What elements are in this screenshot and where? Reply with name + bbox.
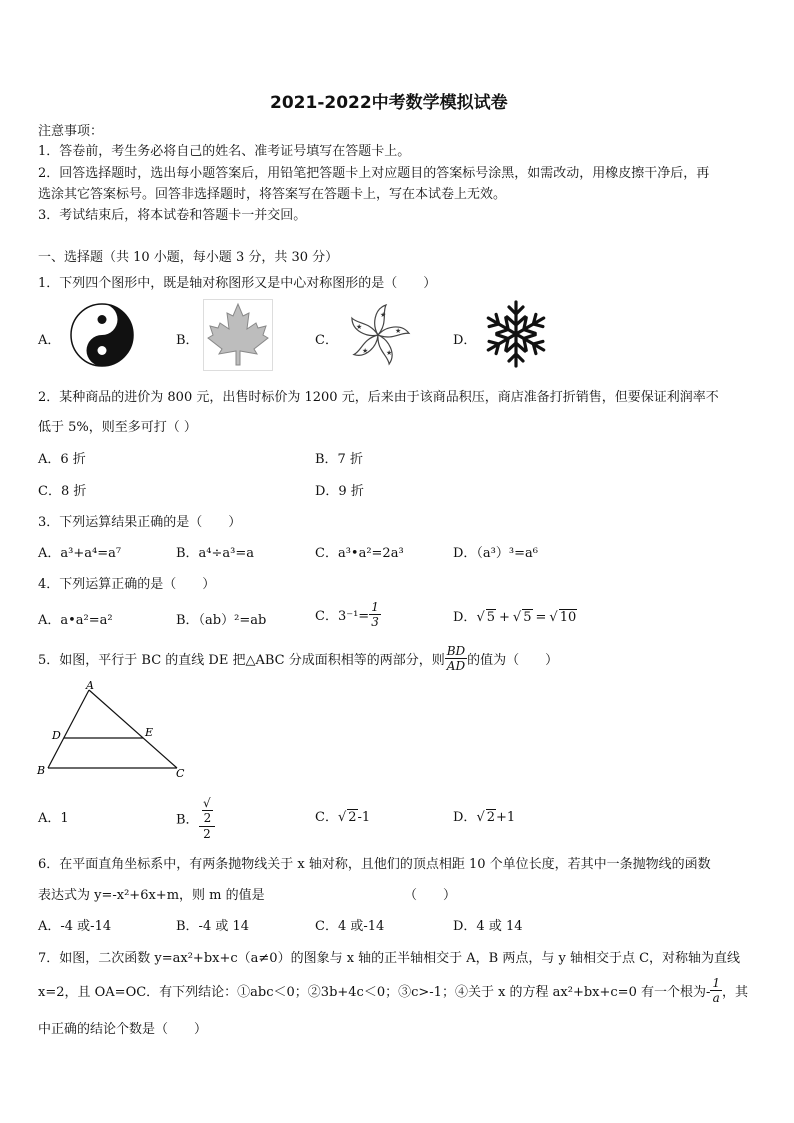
- q5-stem: [38, 644, 558, 673]
- svg-text:★: ★: [386, 349, 393, 357]
- q1-label-a: A．: [38, 333, 61, 348]
- q3-option-c: C．a³•a²=2a³: [315, 546, 404, 561]
- yin-yang-icon: [65, 300, 139, 374]
- q7-fraction: [710, 976, 722, 1005]
- maple-leaf-icon: [203, 299, 273, 375]
- page-title: 2021-2022中考数学模拟试卷: [270, 93, 508, 113]
- sqrt-icon: √: [512, 610, 522, 625]
- q4-option-c: [315, 600, 381, 629]
- section-heading: 一、选择题（共 10 小题，每小题 3 分，共 30 分）: [38, 250, 339, 265]
- sqrt-icon: √: [203, 796, 211, 810]
- q3-option-b: B．a⁴÷a³=a: [176, 546, 255, 561]
- q4-c-num: 1: [371, 600, 379, 614]
- q4-d-rad2: 5: [523, 610, 532, 625]
- q4-d-eq: =: [535, 610, 547, 625]
- q6-option-a: A．-4 或-14: [38, 919, 112, 934]
- snowflake-icon: [480, 297, 552, 375]
- q5-d-prefix: D．: [453, 810, 477, 825]
- q5-b-prefix: B．: [176, 812, 199, 828]
- q7-stem-3: 中正确的结论个数是（ ）: [38, 1022, 208, 1037]
- q1-label-c: C．: [315, 333, 338, 348]
- q4-option-d: [453, 606, 577, 625]
- q3-option-a: A．a³+a⁴=a⁷: [38, 546, 122, 561]
- q5-frac-den: AD: [446, 659, 466, 673]
- svg-text:★: ★: [395, 327, 402, 335]
- q4-c-fraction: [369, 600, 381, 629]
- q1-stem: 1．下列四个图形中，既是轴对称图形又是中心对称图形的是（ ）: [38, 276, 437, 291]
- q4-stem: 4．下列运算正确的是（ ）: [38, 577, 216, 592]
- q2-option-d: D．9 折: [315, 484, 364, 499]
- q5-b-fraction: [199, 795, 216, 841]
- q5-d-rad: 2: [486, 810, 496, 825]
- svg-text:★: ★: [362, 347, 369, 355]
- q2-option-b: B．7 折: [315, 452, 363, 467]
- q5-b-den: 2: [203, 827, 211, 841]
- q6-stem-2: 表达式为 y=-x²+6x+m，则 m 的值是: [38, 888, 265, 903]
- q5-c-suffix: -1: [357, 810, 371, 825]
- notice-item-1: 1．答卷前，考生务必将自己的姓名、准考证号填写在答题卡上。: [38, 144, 411, 159]
- q4-d-plus: +: [499, 610, 510, 625]
- q5-label-e: E: [145, 726, 154, 739]
- notice-item-2-cont: 选涂其它答案标号。回答非选择题时，将答案写在答题卡上，写在本试卷上无效。: [38, 187, 507, 202]
- q4-c-den: 3: [371, 615, 379, 629]
- q4-c-prefix: C．3⁻¹=: [315, 609, 370, 624]
- q6-stem-1: 6．在平面直角坐标系中，有两条抛物线关于 x 轴对称，且他们的顶点相距 10 个单位长度，若其中一条抛物线的函数: [38, 857, 711, 872]
- q5-stem-pre: 5．如图，平行于 BC 的直线 DE 把△ABC 分成面积相等的两部分，则: [38, 653, 445, 668]
- q5-label-c: C: [176, 767, 185, 780]
- notice-item-3: 3．考试结束后，将本试卷和答题卡一并交回。: [38, 208, 307, 223]
- q5-triangle-figure: [34, 678, 194, 784]
- q2-option-c: C．8 折: [38, 484, 87, 499]
- q5-stem-post: 的值为（ ）: [467, 653, 559, 668]
- sqrt-icon: √: [549, 610, 558, 625]
- q5-option-d: [453, 806, 515, 825]
- q4-option-b: B．（ab）²=ab: [176, 613, 267, 628]
- q2-stem-2: 低于 5%，则至多可打（ ）: [38, 420, 197, 435]
- sqrt-icon: √: [476, 810, 485, 825]
- q6-answer-paren: （ ）: [404, 888, 457, 903]
- q6-option-d: D．4 或 14: [453, 919, 523, 934]
- q5-label-a: A: [86, 679, 94, 692]
- q4-d-rad3: 10: [559, 610, 577, 625]
- q7-stem-2-post: ，其: [722, 985, 749, 1000]
- q7-stem-2-pre: x=2，且 OA=OC．有下列结论：①abc＜0；②3b+4c＜0；③c>-1；④关于 x 的方程 ax²+bx+c=0 有一个根为-: [38, 985, 711, 1000]
- q1-label-b: B．: [176, 333, 199, 348]
- svg-text:★: ★: [356, 323, 363, 331]
- q5-option-c: [315, 806, 370, 825]
- notice-item-2: 2．回答选择题时，选出每小题答案后，用铅笔把答题卡上对应题目的答案标号涂黑，如需改动，用橡皮擦干净后，再: [38, 166, 710, 181]
- q4-d-prefix: D．: [453, 610, 477, 625]
- q5-option-a: A．1: [38, 811, 69, 826]
- q3-stem: 3．下列运算结果正确的是（ ）: [38, 515, 242, 530]
- q5-fraction: [445, 644, 467, 673]
- q5-c-rad: 2: [348, 810, 357, 825]
- q5-b-num-rad: 2: [203, 811, 212, 825]
- q5-b-num: [199, 795, 216, 827]
- q5-c-prefix: C．: [315, 810, 338, 825]
- bauhinia-icon: [340, 299, 416, 375]
- q5-frac-num: BD: [446, 644, 466, 658]
- q3-option-d: D．（a³）³=a⁶: [453, 546, 538, 561]
- q2-stem-1: 2．某种商品的进价为 800 元，出售时标价为 1200 元，后来由于该商品积压，商店准备打折销售，但要保证利润率不: [38, 390, 719, 405]
- svg-text:★: ★: [380, 311, 387, 319]
- q5-d-suffix: +1: [496, 810, 516, 825]
- q7-stem-2: [38, 976, 748, 1005]
- q1-label-d: D．: [453, 333, 477, 348]
- q4-d-rad1: 5: [486, 610, 496, 625]
- q7-frac-num: 1: [712, 976, 721, 990]
- q2-option-a: A．6 折: [38, 452, 86, 467]
- q6-option-c: C．4 或-14: [315, 919, 385, 934]
- sqrt-icon: √: [476, 610, 485, 625]
- q5-label-d: D: [52, 729, 61, 742]
- notice-heading: 注意事项：: [38, 124, 104, 139]
- q7-stem-1: 7．如图，二次函数 y=ax²+bx+c（a≠0）的图象与 x 轴的正半轴相交于 A，B 两点，与 y 轴相交于点 C，对称轴为直线: [38, 951, 741, 966]
- q4-option-a: A．a•a²=a²: [38, 613, 113, 628]
- q5-label-b: B: [37, 764, 46, 777]
- q7-frac-den: a: [712, 991, 720, 1005]
- q6-option-b: B．-4 或 14: [176, 919, 250, 934]
- sqrt-icon: √: [337, 810, 347, 825]
- q5-option-b: [176, 795, 215, 841]
